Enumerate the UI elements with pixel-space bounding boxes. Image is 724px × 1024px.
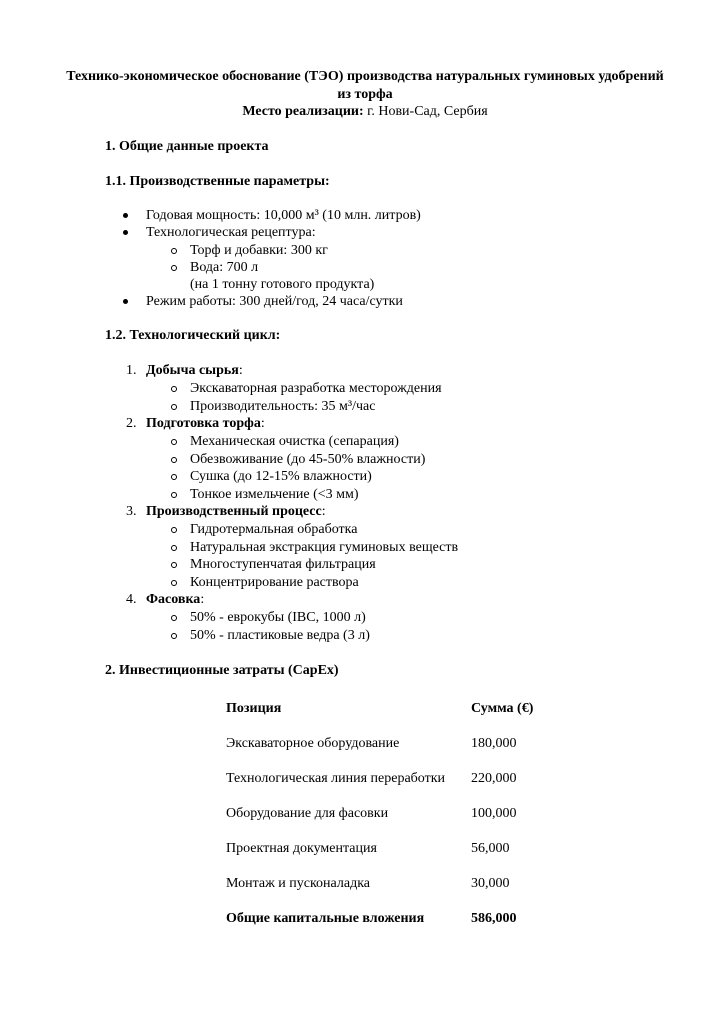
location-label: Место реализации:: [242, 104, 364, 119]
circle-bullet-icon: [171, 556, 179, 564]
step-item: Многоступенчатая фильтрация: [190, 557, 376, 572]
circle-bullet-icon: [171, 627, 179, 635]
work-mode-item: Режим работы: 300 дней/год, 24 часа/сутки: [146, 294, 403, 309]
circle-bullet-icon: [171, 433, 179, 441]
table-row: [226, 805, 551, 840]
step-1-title: Добыча сырья:: [146, 363, 243, 378]
circle-bullet-icon: [171, 398, 179, 406]
step-item: Обезвоживание (до 45-50% влажности): [190, 452, 426, 467]
table-header-cell: Позиция: [226, 701, 282, 716]
table-header-cell: Сумма (€): [471, 701, 534, 716]
step-item: Механическая очистка (сепарация): [190, 434, 399, 449]
document-title: Технико-экономическое обоснование (ТЭО) производства натуральных гуминовых удобрений из торфа: [66, 69, 664, 102]
circle-bullet-icon: [171, 539, 179, 547]
recipe-note: (на 1 тонну готового продукта): [190, 277, 375, 292]
table-row: [226, 840, 551, 875]
step-item: 50% - пластиковые ведра (3 л): [190, 628, 370, 643]
circle-bullet-icon: [171, 521, 179, 529]
section-1-2-heading: 1.2. Технологический цикл:: [105, 328, 281, 343]
circle-bullet-icon: [171, 242, 179, 250]
step-number: 1.: [126, 363, 137, 378]
table-cell: Экскаваторное оборудование: [226, 736, 400, 751]
step-item: Концентрирование раствора: [190, 575, 359, 590]
recipe-label: Технологическая рецептура:: [146, 225, 316, 240]
step-number: 3.: [126, 504, 137, 519]
circle-bullet-icon: [171, 451, 179, 459]
table-cell: Оборудование для фасовки: [226, 806, 389, 821]
bullet-icon: [122, 207, 130, 215]
step-item: Гидротермальная обработка: [190, 522, 358, 537]
step-number: 2.: [126, 416, 137, 431]
table-cell: Технологическая линия переработки: [226, 771, 446, 786]
table-cell: 180,000: [471, 736, 517, 751]
circle-bullet-icon: [171, 259, 179, 267]
circle-bullet-icon: [171, 468, 179, 476]
step-4-title: Фасовка:: [146, 592, 205, 607]
recipe-item: Торф и добавки: 300 кг: [190, 243, 328, 258]
circle-bullet-icon: [171, 609, 179, 617]
bullet-icon: [122, 224, 130, 232]
location-line: [60, 103, 670, 121]
table-cell: 220,000: [471, 771, 517, 786]
step-2-title: Подготовка торфа:: [146, 416, 265, 431]
step-item: Сушка (до 12-15% влажности): [190, 469, 372, 484]
table-cell: 100,000: [471, 806, 517, 821]
step-3-title: Производственный процесс:: [146, 504, 326, 519]
step-number: 4.: [126, 592, 137, 607]
table-total-label: Общие капитальные вложения: [226, 911, 425, 926]
table-cell: 30,000: [471, 876, 510, 891]
table-total-value: 586,000: [471, 911, 517, 926]
table-header-row: [226, 700, 551, 735]
section-2-heading: 2. Инвестиционные затраты (CapEx): [105, 663, 339, 678]
section-1-1-heading: 1.1. Производственные параметры:: [105, 174, 330, 189]
circle-bullet-icon: [171, 486, 179, 494]
table-total-row: [226, 910, 551, 945]
step-item: 50% - еврокубы (IBC, 1000 л): [190, 610, 366, 625]
step-item: Тонкое измельчение (<3 мм): [190, 487, 359, 502]
table-row: [226, 735, 551, 770]
step-item: Натуральная экстракция гуминовых веществ: [190, 540, 459, 555]
step-item: Экскаваторная разработка месторождения: [190, 381, 442, 396]
table-cell: Проектная документация: [226, 841, 377, 856]
circle-bullet-icon: [171, 574, 179, 582]
section-1-heading: 1. Общие данные проекта: [105, 139, 269, 154]
capex-table: [226, 700, 551, 945]
recipe-item: Вода: 700 л: [190, 260, 259, 275]
capacity-item: Годовая мощность: 10,000 м³ (10 млн. литров): [146, 208, 421, 223]
step-item: Производительность: 35 м³/час: [190, 399, 376, 414]
document-header: [60, 68, 670, 121]
table-row: [226, 875, 551, 910]
bullet-icon: [122, 293, 130, 301]
table-cell: 56,000: [471, 841, 510, 856]
location-value: г. Нови-Сад, Сербия: [363, 104, 488, 119]
table-cell: Монтаж и пусконаладка: [226, 876, 371, 891]
circle-bullet-icon: [171, 380, 179, 388]
table-row: [226, 770, 551, 805]
